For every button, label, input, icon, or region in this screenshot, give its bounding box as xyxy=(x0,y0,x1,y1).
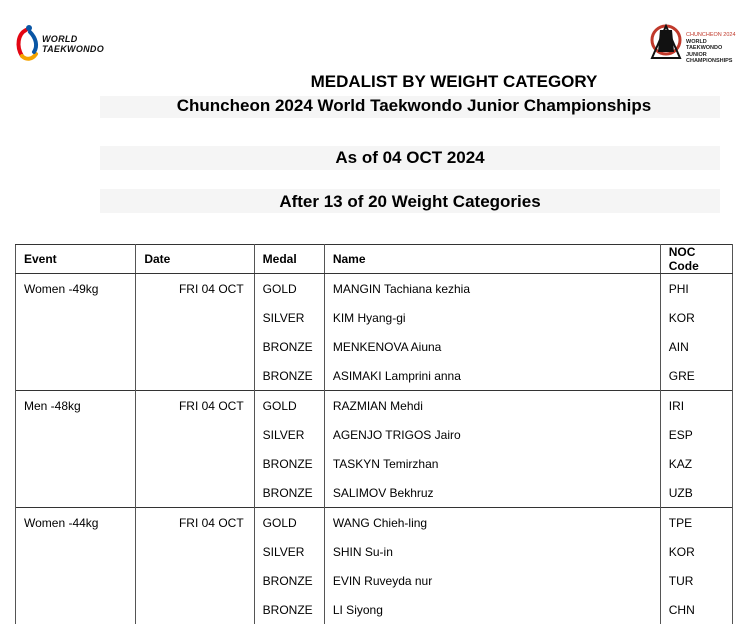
name-cell: EVIN Ruveyda nur xyxy=(324,566,660,595)
championship-emblem-icon xyxy=(648,18,684,64)
name-cell: SALIMOV Bekhruz xyxy=(324,478,660,508)
column-header-event: Event xyxy=(16,245,136,274)
date-cell xyxy=(136,332,254,361)
name-cell: WANG Chieh-ling xyxy=(324,508,660,538)
noc-cell: IRI xyxy=(660,391,732,421)
date-cell xyxy=(136,361,254,391)
table-row xyxy=(16,332,733,361)
world-taekwondo-emblem-icon xyxy=(12,20,42,68)
name-cell: MENKENOVA Aiuna xyxy=(324,332,660,361)
event-cell: Women -49kg xyxy=(16,274,136,304)
table-row xyxy=(16,274,733,304)
date-cell: FRI 04 OCT xyxy=(136,391,254,421)
noc-cell: CHN xyxy=(660,595,732,624)
date-cell xyxy=(136,595,254,624)
date-cell xyxy=(136,420,254,449)
world-taekwondo-logo xyxy=(12,20,104,68)
medal-cell: BRONZE xyxy=(254,478,324,508)
medal-cell: BRONZE xyxy=(254,449,324,478)
date-cell: FRI 04 OCT xyxy=(136,274,254,304)
date-cell xyxy=(136,566,254,595)
event-cell xyxy=(16,303,136,332)
table-row xyxy=(16,537,733,566)
date-cell xyxy=(136,478,254,508)
event-cell xyxy=(16,595,136,624)
chuncheon-2024-logo xyxy=(648,18,744,74)
medalist-table xyxy=(15,244,733,624)
noc-cell: ESP xyxy=(660,420,732,449)
table-row xyxy=(16,508,733,538)
medal-cell: SILVER xyxy=(254,303,324,332)
name-cell: RAZMIAN Mehdi xyxy=(324,391,660,421)
event-cell xyxy=(16,478,136,508)
as-of-date: As of 04 OCT 2024 xyxy=(335,148,485,167)
column-header-name: Name xyxy=(324,245,660,274)
event-cell: Men -48kg xyxy=(16,391,136,421)
name-cell: AGENJO TRIGOS Jairo xyxy=(324,420,660,449)
noc-cell: KOR xyxy=(660,537,732,566)
column-header-date: Date xyxy=(136,245,254,274)
date-cell xyxy=(136,449,254,478)
event-cell: Women -44kg xyxy=(16,508,136,538)
noc-cell: GRE xyxy=(660,361,732,391)
table-row xyxy=(16,566,733,595)
progress-text: After 13 of 20 Weight Categories xyxy=(279,192,541,211)
event-cell xyxy=(16,449,136,478)
page-title: MEDALIST BY WEIGHT CATEGORY xyxy=(310,72,598,91)
name-cell: SHIN Su-in xyxy=(324,537,660,566)
logo-left-line1: WORLD xyxy=(42,34,78,44)
medal-cell: BRONZE xyxy=(254,332,324,361)
logo-right-line1: CHUNCHEON 2024 xyxy=(686,32,736,38)
noc-cell: TUR xyxy=(660,566,732,595)
medal-cell: GOLD xyxy=(254,508,324,538)
column-header-noc: NOC Code xyxy=(660,245,732,274)
name-cell: LI Siyong xyxy=(324,595,660,624)
name-cell: TASKYN Temirzhan xyxy=(324,449,660,478)
event-cell xyxy=(16,420,136,449)
table-row xyxy=(16,595,733,624)
noc-cell: KOR xyxy=(660,303,732,332)
date-cell xyxy=(136,303,254,332)
column-header-medal: Medal xyxy=(254,245,324,274)
name-cell: KIM Hyang-gi xyxy=(324,303,660,332)
noc-cell: AIN xyxy=(660,332,732,361)
table-row xyxy=(16,449,733,478)
event-cell xyxy=(16,566,136,595)
page-subtitle: Chuncheon 2024 World Taekwondo Junior Championships xyxy=(176,96,652,115)
logo-left-line2: TAEKWONDO xyxy=(42,44,105,54)
noc-cell: KAZ xyxy=(660,449,732,478)
medal-cell: BRONZE xyxy=(254,595,324,624)
date-cell: FRI 04 OCT xyxy=(136,508,254,538)
event-cell xyxy=(16,537,136,566)
table-row xyxy=(16,391,733,421)
name-cell: MANGIN Tachiana kezhia xyxy=(324,274,660,304)
table-row xyxy=(16,478,733,508)
medal-cell: BRONZE xyxy=(254,361,324,391)
noc-cell: TPE xyxy=(660,508,732,538)
medal-cell: SILVER xyxy=(254,420,324,449)
logo-right-line3: JUNIOR CHAMPIONSHIPS xyxy=(686,51,733,64)
date-cell xyxy=(136,537,254,566)
medal-cell: BRONZE xyxy=(254,566,324,595)
table-row xyxy=(16,303,733,332)
table-row xyxy=(16,420,733,449)
event-cell xyxy=(16,361,136,391)
logo-right-line2: WORLD TAEKWONDO xyxy=(686,38,723,51)
medal-cell: SILVER xyxy=(254,537,324,566)
medal-cell: GOLD xyxy=(254,391,324,421)
noc-cell: UZB xyxy=(660,478,732,508)
medal-cell: GOLD xyxy=(254,274,324,304)
noc-cell: PHI xyxy=(660,274,732,304)
name-cell: ASIMAKI Lamprini anna xyxy=(324,361,660,391)
event-cell xyxy=(16,332,136,361)
table-body xyxy=(16,274,733,625)
table-header-row xyxy=(16,245,733,274)
table-row xyxy=(16,361,733,391)
